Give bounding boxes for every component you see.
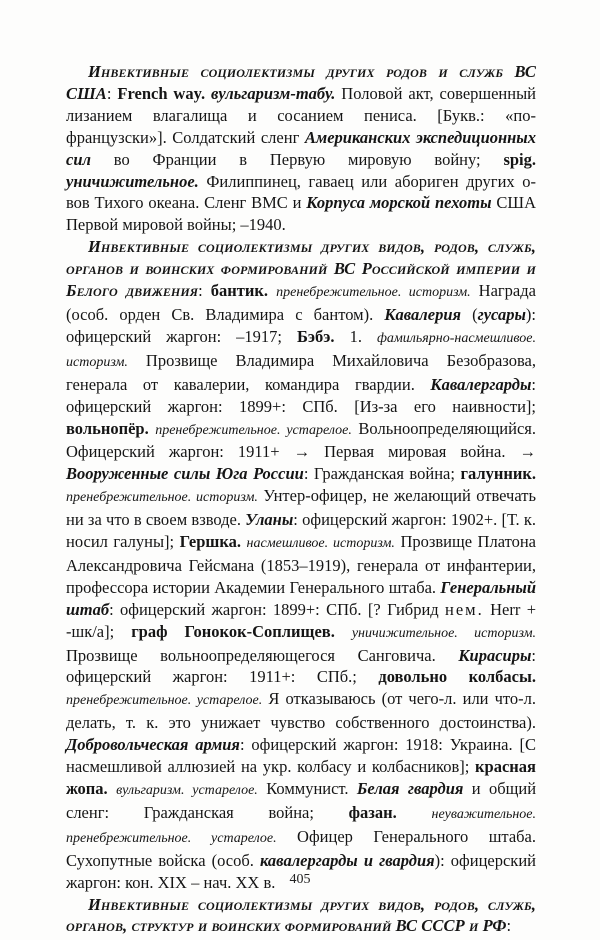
reference-term: Кавалерия — [384, 304, 461, 324]
text-run: ): офицерский жаргон: кон. XIX – нач. XX в. — [66, 850, 536, 892]
headword: граф Гонокок-Соплищев. — [131, 621, 335, 641]
text-run: ( — [461, 304, 478, 324]
reference-term: гусары — [477, 304, 526, 324]
reference-term: Добровольческая армия — [66, 735, 240, 755]
page-number: 405 — [289, 872, 311, 887]
reference-term: Белая гвардия — [356, 779, 464, 798]
text-body — [66, 61, 536, 937]
section-heading: Инвективные социолектизмы других видов, родов, служб, органов, структур и воинских формирований ВС СССР и РФ — [66, 894, 536, 936]
reference-term: Кирасиры — [458, 645, 532, 665]
text-run: Награда (особ. орден Св. Владимира с бантом). — [66, 281, 536, 324]
paragraph-russian-empire — [66, 236, 536, 893]
text-run — [335, 622, 352, 641]
text-run — [268, 281, 276, 300]
reference-term: Вооруженные силы Юга России — [66, 464, 304, 484]
section-heading: Инвективные социолектизмы других родов и служб ВС США — [66, 62, 536, 103]
reference-term: вульгаризм-табу. — [211, 83, 336, 103]
text-run: Коммунист. — [257, 779, 357, 798]
text-run: Половой акт, совершенный лизанием влагалища и сосанием пениса. [Букв.: «по-французски»]. Солдатский сленг — [66, 83, 536, 147]
text-run: 1. — [334, 326, 377, 346]
usage-label: неуважительное. пренебрежительное. устарелое. — [66, 806, 536, 846]
text-run: : — [198, 281, 211, 301]
text-run: Вольноопределяющийся. Офицерский жаргон: 1911+ → Первая мировая война. → — [66, 418, 537, 462]
language-label: нем. — [445, 599, 484, 619]
text-run: : офицерский жаргон: 1899+: СПб. [Из-за его наивности]; — [66, 374, 536, 416]
headword: бантик. — [210, 281, 269, 301]
headword: French way. — [117, 83, 206, 103]
reference-term: Кавалергарды — [430, 374, 532, 394]
text-run: : офицерский жаргон: 1899+: СПб. [? Гибрид — [109, 599, 446, 619]
text-run: : Гражданская война; — [303, 464, 461, 484]
reference-term: Генеральный штаб — [66, 577, 536, 619]
paragraph-us-forces — [66, 61, 536, 236]
text-run: : — [106, 83, 118, 103]
text-run: Прозвище Владимира Михайловича Безобразова, генерала от кавалерии, командира гвардии. — [66, 350, 536, 394]
usage-label: уничижительное. историзм. — [351, 625, 537, 641]
headword: красная жопа. — [66, 757, 536, 798]
text-run — [397, 803, 432, 822]
reference-term: Уланы — [245, 510, 294, 530]
usage-label: насмешливое. историзм. — [246, 536, 395, 552]
text-run: Прозвище вольноопределяющегося Санговича. — [66, 645, 459, 665]
text-run: Филиппинец, гаваец или абориген других о-вов Тихого океана. Сленг ВМС и — [66, 171, 536, 213]
reference-term: уничижительное. — [66, 171, 199, 191]
usage-label: пренебрежительное. историзм. — [66, 490, 258, 506]
text-run: во Франции в Первую мировую войну; — [90, 149, 504, 169]
headword: Бэбэ. — [297, 326, 335, 346]
text-run: Я отказываюсь (от чего-л. или что-л. делать, т. к. это унижает чувство собственного достоинства). — [66, 689, 537, 733]
reference-term: Корпуса морской пехоты — [306, 193, 492, 213]
text-run: : офицерский жаргон: 1918: Украина. [С насмешливой аллюзией на укр. колбасу и колбасников]; — [66, 735, 536, 777]
text-run: США Первой мировой войны; –1940. — [66, 193, 536, 235]
section-heading: Инвективные социолектизмы других видов, родов, служб, органов и воинских формирований ВС Российской империи и Белого движения — [66, 237, 536, 301]
headword: довольно колбасы. — [378, 667, 536, 687]
text-run: : — [506, 916, 512, 936]
headword: вольнопёр. — [66, 418, 149, 438]
usage-label: вульгаризм. устарелое. — [116, 783, 258, 798]
headword: фазан. — [348, 802, 397, 822]
text-run: Унтер-офицер, не желающий отвечать ни за что в своем взводе. — [66, 486, 536, 530]
reference-term: кавалергарды и гвардия — [259, 850, 435, 870]
text-run: и общий сленг: Гражданская война; — [66, 779, 537, 822]
text-run — [108, 779, 116, 798]
text-run: Прозвище Платона Александровича Гейсмана (1853–1919), генерала от инфантерии, профессора истории Академии Генерального штаба. — [66, 532, 537, 597]
headword: галунник. — [460, 464, 537, 484]
usage-label: пренебрежительное. историзм. — [276, 285, 471, 301]
text-run: Офицер Генерального штаба. Сухопутные войска (особ. — [66, 826, 536, 870]
text-run: : офицерский жаргон: 1902+. [Т. к. носил галуны]; — [66, 510, 537, 552]
text-run: ): офицерский жаргон: –1917; — [66, 304, 536, 346]
paragraph-ussr-rf — [66, 894, 536, 938]
text-run: Herr + -шк/а]; — [66, 599, 536, 641]
usage-label: фамильярно-насмешливое. историзм. — [66, 330, 536, 370]
headword: Гершка. — [179, 532, 241, 552]
text-run: : офицерский жаргон: 1911+: СПб.; — [66, 645, 536, 687]
reference-term: Американских экспедиционных сил — [66, 127, 537, 169]
usage-label: пренебрежительное. устарелое. — [66, 693, 263, 709]
usage-label: пренебрежительное. устарелое. — [155, 422, 352, 438]
headword: spig. — [503, 149, 536, 169]
